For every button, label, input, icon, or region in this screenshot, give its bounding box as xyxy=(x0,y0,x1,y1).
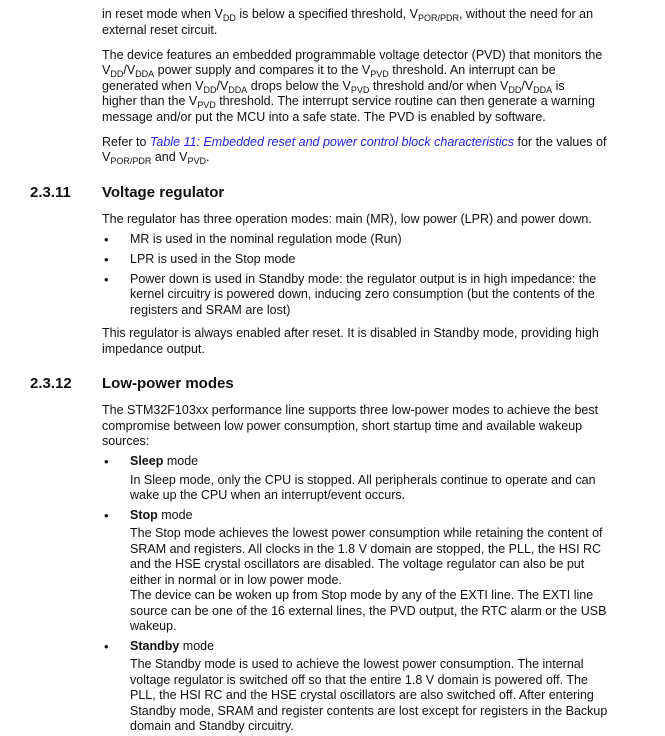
text-line xyxy=(130,573,665,589)
mode-description xyxy=(130,526,665,635)
mode-suffix: mode xyxy=(157,507,193,522)
text-line xyxy=(130,557,665,573)
text-run: The STM32F103xx performance line supports three low-power modes to achieve the best xyxy=(102,403,599,417)
text-run: for the values of xyxy=(514,134,607,149)
mode-name: Standby xyxy=(130,638,180,653)
bullet-icon: • xyxy=(104,507,109,523)
text-line xyxy=(102,79,665,95)
text-line xyxy=(130,526,665,542)
text-line xyxy=(130,272,665,288)
paragraph xyxy=(102,48,665,126)
text-run: wake up the CPU when an interrupt/event occurs. xyxy=(130,488,406,502)
text-line xyxy=(130,688,665,704)
text-line xyxy=(130,303,665,319)
text-run: MR is used in the nominal regulation mode (Run) xyxy=(130,231,402,246)
subscript: DD xyxy=(203,84,217,95)
text-run: V xyxy=(102,150,111,164)
text-run: The device features an embedded programmable voltage detector (PVD) that monitors the xyxy=(102,47,603,62)
text-run: In Sleep mode, only the CPU is stopped. All peripherals continue to operate and can xyxy=(130,472,596,487)
list-item xyxy=(102,272,665,319)
subscript: PVD xyxy=(370,69,389,79)
mode-name: Sleep xyxy=(130,454,164,468)
text-run: sources: xyxy=(102,434,150,448)
text-line xyxy=(102,135,665,151)
mode-item xyxy=(102,508,665,635)
text-run: threshold. An interrupt can be xyxy=(388,63,556,77)
text-line xyxy=(102,7,665,23)
mode-name: Stop xyxy=(130,507,158,522)
paragraph xyxy=(102,403,665,450)
subscript: DD xyxy=(508,84,522,95)
text-run: The Standby mode is used to achieve the lowest power consumption. The internal xyxy=(130,657,584,671)
text-run: LPR is used in the Stop mode xyxy=(130,251,296,266)
text-line xyxy=(130,232,665,248)
text-run: /V xyxy=(521,78,534,93)
text-run: message and/or put the MCU into a safe state. The PVD is enabled by software. xyxy=(102,109,546,124)
mode-description xyxy=(130,657,665,735)
text-run: drops below the V xyxy=(247,78,351,93)
text-run: , without the need for an xyxy=(458,7,594,21)
subscript: DD xyxy=(222,13,236,23)
text-line xyxy=(102,403,665,419)
mode-description xyxy=(130,473,665,504)
text-line xyxy=(130,673,665,689)
text-run: Refer to xyxy=(102,134,150,149)
text-line xyxy=(130,619,665,635)
mode-suffix: mode xyxy=(179,638,215,653)
text-line xyxy=(130,287,665,303)
text-run: source can be one of the 16 external lines, the PVD output, the RTC alarm or the USB xyxy=(130,603,607,618)
text-line xyxy=(102,94,665,110)
low-power-mode-list xyxy=(102,454,665,735)
text-line xyxy=(102,212,665,228)
text-line xyxy=(130,542,665,558)
text-line xyxy=(102,150,665,166)
text-line xyxy=(130,719,665,735)
subscript: DDA xyxy=(228,84,248,95)
text-line xyxy=(130,657,665,673)
list-item xyxy=(102,252,665,268)
section-number: 2.3.12 xyxy=(30,375,72,392)
bullet-icon: • xyxy=(104,231,109,247)
text-run: Power down is used in Standby mode: the regulator output is in high impedance: the xyxy=(130,271,597,286)
text-line xyxy=(130,488,665,504)
text-line xyxy=(102,342,665,358)
text-run: The regulator has three operation modes: main (MR), low power (LPR) and power down. xyxy=(102,211,592,226)
subscript: PVD xyxy=(350,84,370,95)
text-run: Standby mode, SRAM and register contents are lost except for registers in the Backup xyxy=(130,703,608,718)
text-run: threshold. The interrupt service routine can then generate a warning xyxy=(215,94,595,108)
mode-item xyxy=(102,454,665,504)
text-line xyxy=(102,434,665,450)
text-run: /V xyxy=(123,63,136,77)
text-line xyxy=(102,48,665,64)
subscript: PVD xyxy=(197,100,216,110)
text-line xyxy=(102,110,665,126)
mode-item xyxy=(102,639,665,735)
subscript: PVD xyxy=(187,156,207,166)
paragraph xyxy=(102,7,665,38)
text-run: external reset circuit. xyxy=(102,22,218,37)
text-run: This regulator is always enabled after reset. It is disabled in Standby mode, providing high xyxy=(102,326,599,340)
text-run: power supply and compares it to the V xyxy=(154,63,371,77)
mode-title xyxy=(130,454,665,470)
text-run: PLL, the HSI RC and the HSE crystal oscillators are also switched off. After entering xyxy=(130,688,594,702)
table-reference-link[interactable]: Table 11: Embedded reset and power control block characteristics xyxy=(149,134,515,149)
paragraph xyxy=(102,212,665,228)
text-run: generated when V xyxy=(102,78,204,93)
section-heading xyxy=(0,183,665,203)
text-run: domain and Standby circuitry. xyxy=(130,719,294,733)
bullet-icon: • xyxy=(104,271,109,287)
subscript: POR/PDR xyxy=(110,156,152,166)
subscript: DD xyxy=(110,69,124,79)
subscript: POR/PDR xyxy=(417,13,459,23)
mode-title xyxy=(130,639,665,655)
text-run: impedance output. xyxy=(102,341,205,356)
mode-title xyxy=(130,508,665,524)
text-run: voltage regulator is switched off so that the entire 1.8 V domain is powered off. The xyxy=(130,672,588,687)
text-line xyxy=(130,604,665,620)
text-run: and the HSE crystal oscillators are disabled. The voltage regulator can also be put xyxy=(130,557,585,571)
bullet-list xyxy=(102,232,665,319)
subscript: DDA xyxy=(135,69,155,79)
text-run: The device can be woken up from Stop mode by any of the EXTI line. The EXTI line xyxy=(130,588,594,602)
text-run: wakeup. xyxy=(130,619,177,633)
document-page xyxy=(0,7,665,735)
text-run: registers and SRAM are lost) xyxy=(130,302,291,317)
text-run: The Stop mode achieves the lowest power consumption while retaining the content of xyxy=(130,526,603,540)
text-line xyxy=(102,326,665,342)
bullet-icon: • xyxy=(104,251,109,267)
paragraph xyxy=(102,135,665,166)
text-run: V xyxy=(102,63,111,77)
text-line xyxy=(102,419,665,435)
text-run: SRAM and registers. All clocks in the 1.8 V domain are stopped, the PLL, the HSI RC xyxy=(130,541,602,556)
text-line xyxy=(130,588,665,604)
text-run: kernel circuitry is powered down, inducing zero consumption (but the contents of the xyxy=(130,287,595,301)
text-run: higher than the V xyxy=(102,94,198,108)
text-run: /V xyxy=(216,78,229,93)
list-item xyxy=(102,232,665,248)
text-run: compromise between low power consumption, short startup time and available wakeup xyxy=(102,418,583,433)
text-run: is below a specified threshold, V xyxy=(235,7,418,21)
section-title: Low-power modes xyxy=(102,375,234,392)
text-run: either in normal or in low power mode. xyxy=(130,572,342,587)
bullet-icon: • xyxy=(104,454,109,469)
text-run: is xyxy=(552,78,565,93)
section-heading xyxy=(0,374,665,394)
bullet-icon: • xyxy=(104,638,109,654)
text-line xyxy=(130,252,665,268)
text-line xyxy=(130,704,665,720)
subscript: DDA xyxy=(533,84,553,95)
text-run: and V xyxy=(151,150,188,164)
text-run: in reset mode when V xyxy=(102,7,223,21)
section-title: Voltage regulator xyxy=(102,183,225,201)
paragraph xyxy=(102,326,665,357)
text-line xyxy=(102,23,665,39)
text-run: threshold and/or when V xyxy=(369,78,509,93)
text-run: . xyxy=(206,150,210,164)
section-number: 2.3.11 xyxy=(30,183,71,201)
mode-suffix: mode xyxy=(163,454,199,468)
text-line xyxy=(102,63,665,79)
text-line xyxy=(130,473,665,489)
